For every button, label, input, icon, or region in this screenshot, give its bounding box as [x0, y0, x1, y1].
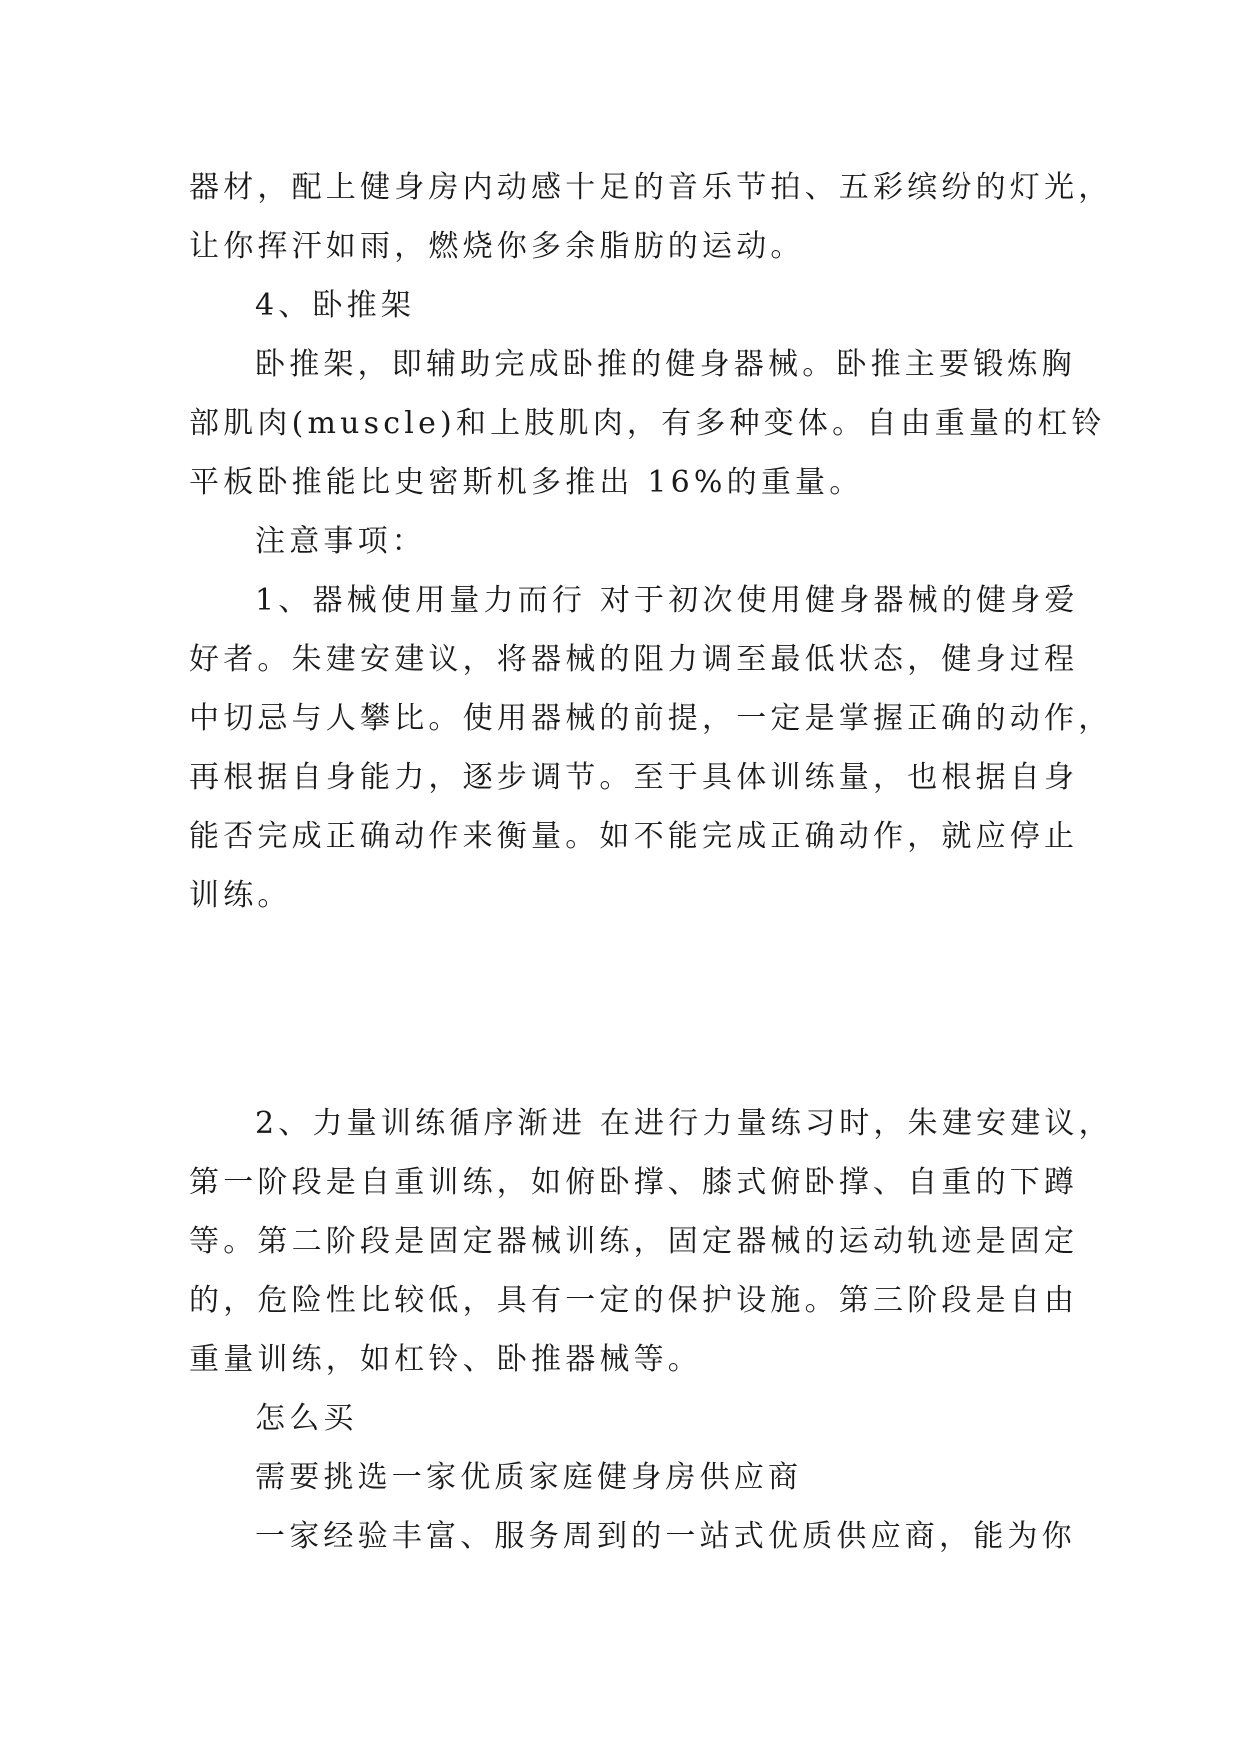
text-line: 2、力量训练循序渐进 在进行力量练习时，朱建安建议， — [255, 1106, 1113, 1141]
text-line: 1、器械使用量力而行 对于初次使用健身器械的健身爱 — [255, 583, 1079, 618]
text-line: 卧推架，即辅助完成卧推的健身器械。卧推主要锻炼胸 — [255, 347, 1076, 382]
section-heading: 4、卧推架 — [255, 288, 416, 323]
text-line: 重量训练，如杠铃、卧推器械等。 — [189, 1342, 702, 1377]
text-line: 的，危险性比较低，具有一定的保护设施。第三阶段是自由 — [189, 1283, 1079, 1318]
text-line: 需要挑选一家优质家庭健身房供应商 — [255, 1460, 803, 1495]
section-heading: 注意事项： — [255, 524, 426, 559]
text-line: 第一阶段是自重训练，如俯卧撑、膝式俯卧撑、自重的下蹲 — [189, 1165, 1079, 1200]
text-line: 等。第二阶段是固定器械训练，固定器械的运动轨迹是固定 — [189, 1224, 1079, 1259]
text-line: 好者。朱建安建议，将器械的阻力调至最低状态，健身过程 — [189, 642, 1079, 677]
text-line: 中切忌与人攀比。使用器械的前提，一定是掌握正确的动作， — [189, 701, 1113, 736]
text-line: 再根据自身能力，逐步调节。至于具体训练量，也根据自身 — [189, 760, 1079, 795]
text-block-upper — [189, 158, 1113, 925]
text-line: 能否完成正确动作来衡量。如不能完成正确动作，就应停止 — [189, 819, 1079, 854]
text-line: 部肌肉(muscle)和上肢肌肉，有多种变体。自由重量的杠铃 — [189, 406, 1106, 441]
text-block-lower — [189, 1094, 1113, 1566]
text-line: 平板卧推能比史密斯机多推出 16%的重量。 — [189, 465, 864, 500]
section-heading: 怎么买 — [255, 1401, 358, 1436]
text-line: 一家经验丰富、服务周到的一站式优质供应商，能为你 — [255, 1519, 1076, 1554]
text-line: 器材，配上健身房内动感十足的音乐节拍、五彩缤纷的灯光， — [189, 170, 1113, 205]
text-line: 训练。 — [189, 878, 292, 913]
text-line: 让你挥汗如雨，燃烧你多余脂肪的运动。 — [189, 229, 805, 264]
